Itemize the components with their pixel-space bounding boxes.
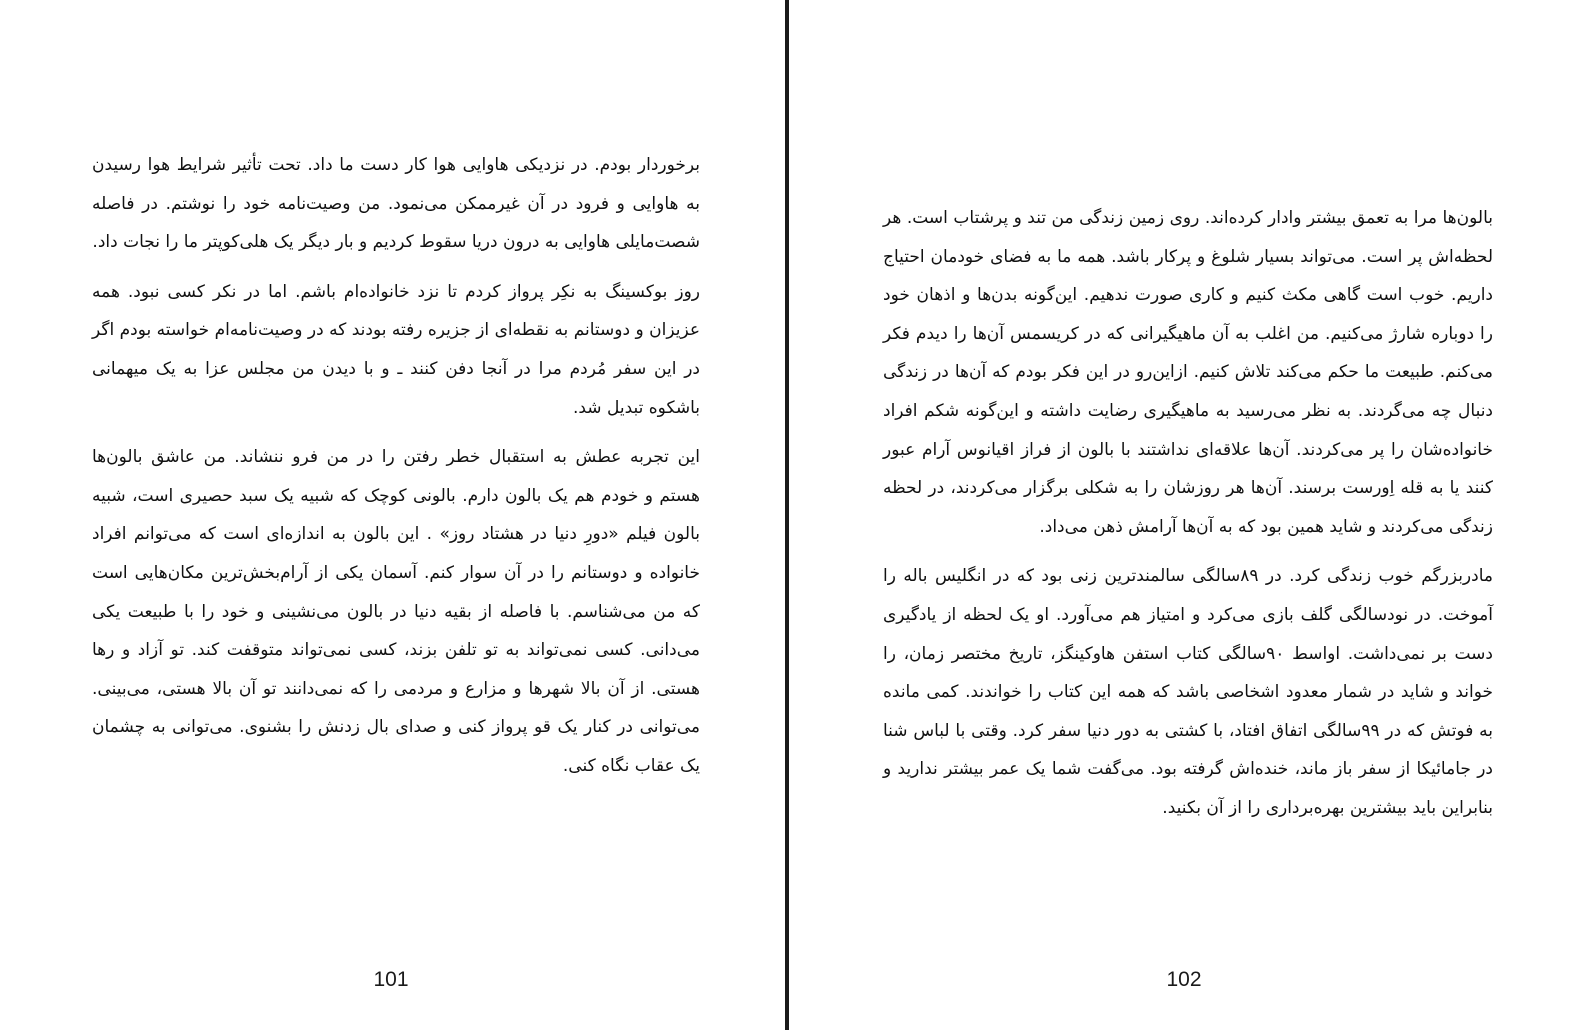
paragraph: بالون‌ها مرا به تعمق بیشتر وادار کرده‌اند. روی زمین زندگی من تند و پرشتاب است. هر لحظه‌اش پر است. می‌تواند بسیار شلوغ و پرکار باشد. همه ما به فضای خودمان احتیاج داریم. خوب است گاهی مکث کنیم و کاری صورت ندهیم. این‌گونه بدن‌ها و اذهان خود را دوباره شارژ می‌کنیم. من اغلب به آن ماهیگیرانی که در کریسمس آن‌ها را دیدم فکر می‌کنم. طبیعت ما حکم می‌کند تلاش کنیم. ازاین‌رو در این فکر بودم که آن‌ها در زندگی دنبال چه می‌گردند. به نظر می‌رسید به ماهیگیری رضایت داشته و این‌گونه شکم افراد خانواده‌شان را پر می‌کردند. آن‌ها علاقه‌ای نداشتند با بالون از فراز اقیانوس آرام عبور کنند یا به قله اِورست برسند. آن‌ها هر روزشان را به شکلی برگزار می‌کردند، در لحظه زندگی می‌کردند و شاید همین بود که به آن‌ها آرامش ذهن می‌داد. xyxy=(883,208,1493,537)
right-page xyxy=(789,0,1580,1030)
right-page-body xyxy=(883,199,1493,839)
paragraph: روز بوکسینگ به نکِر پرواز کردم تا نزد خانواده‌ام باشم. اما در نکر کسی نبود. همه عزیزان و دوستانم به نقطه‌ای از جزیره رفته بودند که در وصیت‌نامه‌ام خواسته بودم اگر در این سفر مُردم مرا در آنجا دفن کنند ـ و با دیدن من مجلس عزا به یک میهمانی باشکوه تبدیل شد. xyxy=(92,281,700,418)
page-number: 101 xyxy=(373,968,409,991)
left-page-body xyxy=(92,146,700,797)
page-number: 102 xyxy=(1166,968,1202,991)
left-page xyxy=(0,0,785,1030)
paragraph: برخوردار بودم. در نزدیکی هاوایی هوا کار دست ما داد. تحت تأثیر شرایط هوا رسیدن به هاوایی و فرود در آن غیرممکن می‌نمود. من وصیت‌نامه خود را نوشتم. در فاصله شصت‌مایلی هاوایی به درون دریا سقوط کردیم و بار دیگر یک هلی‌کوپتر ما را نجات داد. xyxy=(92,155,700,253)
paragraph: مادربزرگم خوب زندگی کرد. در ۸۹سالگی سالمندترین زنی بود که در انگلیس باله را آموخت. در نودسالگی گلف بازی می‌کرد و امتیاز هم می‌آورد. او یک لحظه از یادگیری دست بر نمی‌داشت. اواسط ۹۰سالگی کتاب استفن هاوکینگز، تاریخ مختصر زمان، را خواند و شاید در شمار معدود اشخاصی باشد که همه این کتاب را خواندند. کمی مانده به فوتش که در ۹۹سالگی اتفاق افتاد، با کشتی به دور دنیا سفر کرد. وقتی با لباس شنا در جامائیکا از سفر باز ماند، خنده‌اش گرفته بود. می‌گفت شما یک عمر بیشتر ندارید و بنابراین باید بیشترین بهره‌برداری را از آن بکنید. xyxy=(883,566,1493,818)
paragraph: این تجربه عطش به استقبال خطر رفتن را در من فرو ننشاند. من عاشق بالون‌ها هستم و خودم هم یک بالون دارم. بالونی کوچک که شبیه یک سبد حصیری است، شبیه بالون فیلم «دورِ دنیا در هشتاد روز» . این بالون به اندازه‌ای است که می‌توانم افراد خانواده و دوستانم را در آن سوار کنم. آسمان یکی از آرام‌بخش‌ترین مکان‌هایی است که من می‌شناسم. با فاصله از بقیه دنیا در بالون می‌نشینی و خود را با طبیعت یکی می‌دانی. کسی نمی‌تواند به تو تلفن بزند، کسی نمی‌تواند متوقفت کند. تو آزاد و رها هستی. از آن بالا شهرها و مزارع و مردمی را که نمی‌دانند تو آن بالا هستی، می‌بینی. می‌توانی در کنار یک قو پرواز کنی و صدای بال زدنش را بشنوی. می‌توانی به چشمان یک عقاب نگاه کنی. xyxy=(92,447,700,776)
